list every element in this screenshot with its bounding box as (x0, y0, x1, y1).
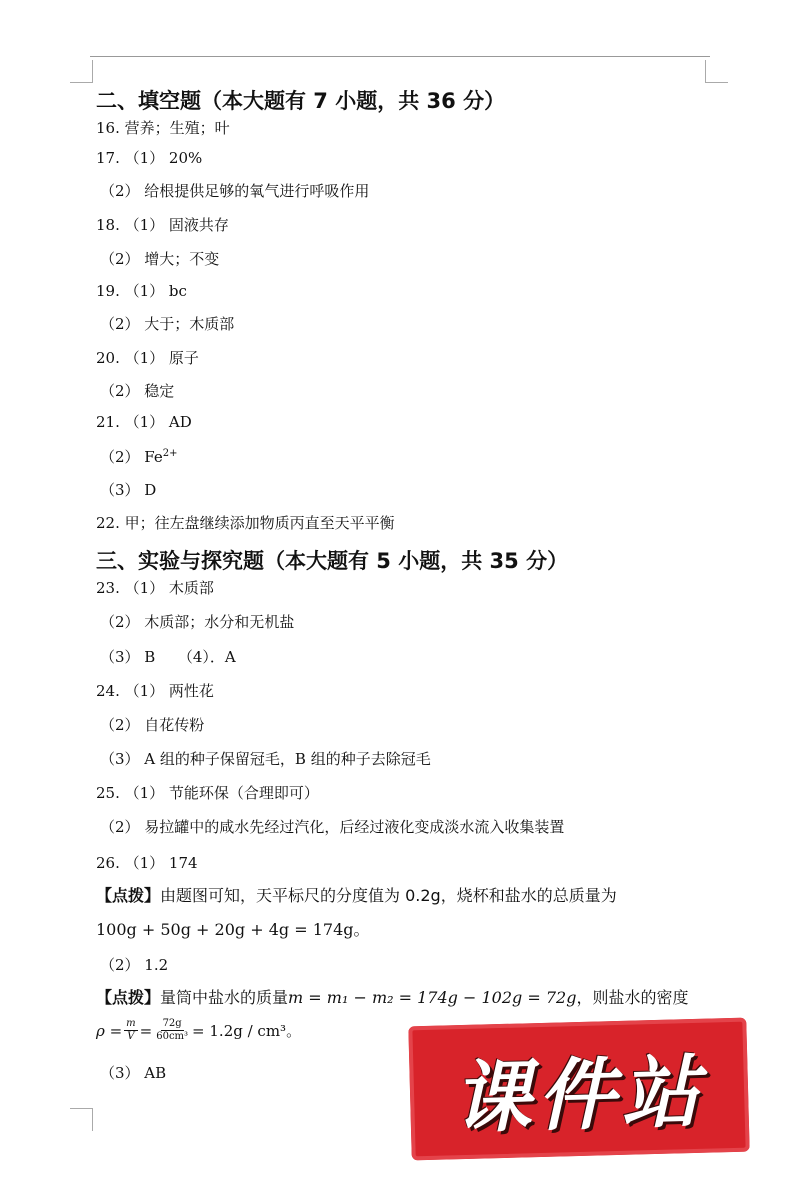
page-corner-mark (705, 60, 728, 83)
answer-24-3: （3） A 组的种子保留冠毛，B 组的种子去除冠毛 (100, 750, 431, 768)
answer-19-1: 19. （1） bc (96, 282, 187, 300)
answer-20-2: （2） 稳定 (100, 382, 175, 400)
tip-label: 【点拨】 (96, 988, 161, 1007)
fraction-denominator: 60cm³ (156, 1031, 189, 1042)
answer-21-3: （3） D (100, 481, 157, 499)
tip-1-formula: 100g + 50g + 20g + 4g = 174g。 (96, 920, 370, 939)
section-3-heading: 三、实验与探究题（本大题有 5 小题，共 35 分） (96, 549, 569, 573)
watermark-text: 课件站 (452, 1047, 707, 1145)
tip-label: 【点拨】 (96, 886, 161, 905)
tip-1 (96, 886, 617, 906)
watermark-stamp (408, 1018, 749, 1161)
density-formula (96, 1018, 301, 1043)
answer-21-1: 21. （1） AD (96, 413, 192, 431)
equals-sign: = (139, 1021, 153, 1040)
answer-26-2: （2） 1.2 (100, 956, 169, 974)
fraction-numerator: 72g (162, 1018, 182, 1029)
tip-1-text: 由题图可知，天平标尺的分度值为 0.2g，烧杯和盐水的总质量为 (160, 886, 617, 905)
tip-2-text-b: ，则盐水的密度 (576, 988, 689, 1007)
page-corner-mark (70, 60, 93, 83)
section-2-heading: 二、填空题（本大题有 7 小题，共 36 分） (96, 89, 506, 113)
answer-23-3: （3） B （4）．A (100, 648, 236, 666)
answer-22: 22. 甲；往左盘继续添加物质丙直至天平平衡 (96, 514, 395, 532)
fraction-numerator: m (126, 1018, 136, 1029)
answer-26-3: （3） AB (100, 1064, 167, 1082)
answer-19-2: （2） 大于；木质部 (100, 315, 235, 333)
answer-23-2: （2） 木质部；水分和无机盐 (100, 613, 295, 631)
tip-2-text: 量筒中盐水的质量 (160, 988, 289, 1007)
answer-18-1: 18. （1） 固液共存 (96, 216, 229, 234)
page-top-rule (90, 56, 710, 57)
answer-17-2: （2） 给根提供足够的氧气进行呼吸作用 (100, 182, 370, 200)
answer-24-2: （2） 自花传粉 (100, 716, 205, 734)
density-lhs: ρ = (96, 1021, 123, 1040)
answer-17-1: 17. （1） 20% (96, 149, 203, 167)
answer-23-1: 23. （1） 木质部 (96, 579, 214, 597)
answer-21-2-text: （2） Fe (100, 448, 163, 466)
answer-16: 16. 营养；生殖；叶 (96, 119, 230, 137)
answer-25-1: 25. （1） 节能环保（合理即可） (96, 784, 319, 802)
fraction-denominator: V (127, 1031, 135, 1042)
fraction-values (154, 1018, 190, 1043)
mass-formula: m = m₁ − m₂ = 174g − 102g = 72g (288, 988, 577, 1007)
answer-25-2: （2） 易拉罐中的咸水先经过汽化，后经过液化变成淡水流入收集装置 (100, 818, 565, 836)
answer-20-1: 20. （1） 原子 (96, 349, 199, 367)
answer-24-1: 24. （1） 两性花 (96, 682, 214, 700)
density-result: = 1.2g / cm³。 (192, 1022, 302, 1040)
answer-26-1: 26. （1） 174 (96, 854, 198, 872)
fraction-m-over-v (124, 1018, 137, 1043)
page-corner-mark (70, 1108, 93, 1131)
answer-18-2: （2） 增大；不变 (100, 250, 220, 268)
tip-2 (96, 988, 688, 1008)
answer-21-2 (100, 444, 178, 467)
ion-charge: 2+ (162, 448, 178, 459)
